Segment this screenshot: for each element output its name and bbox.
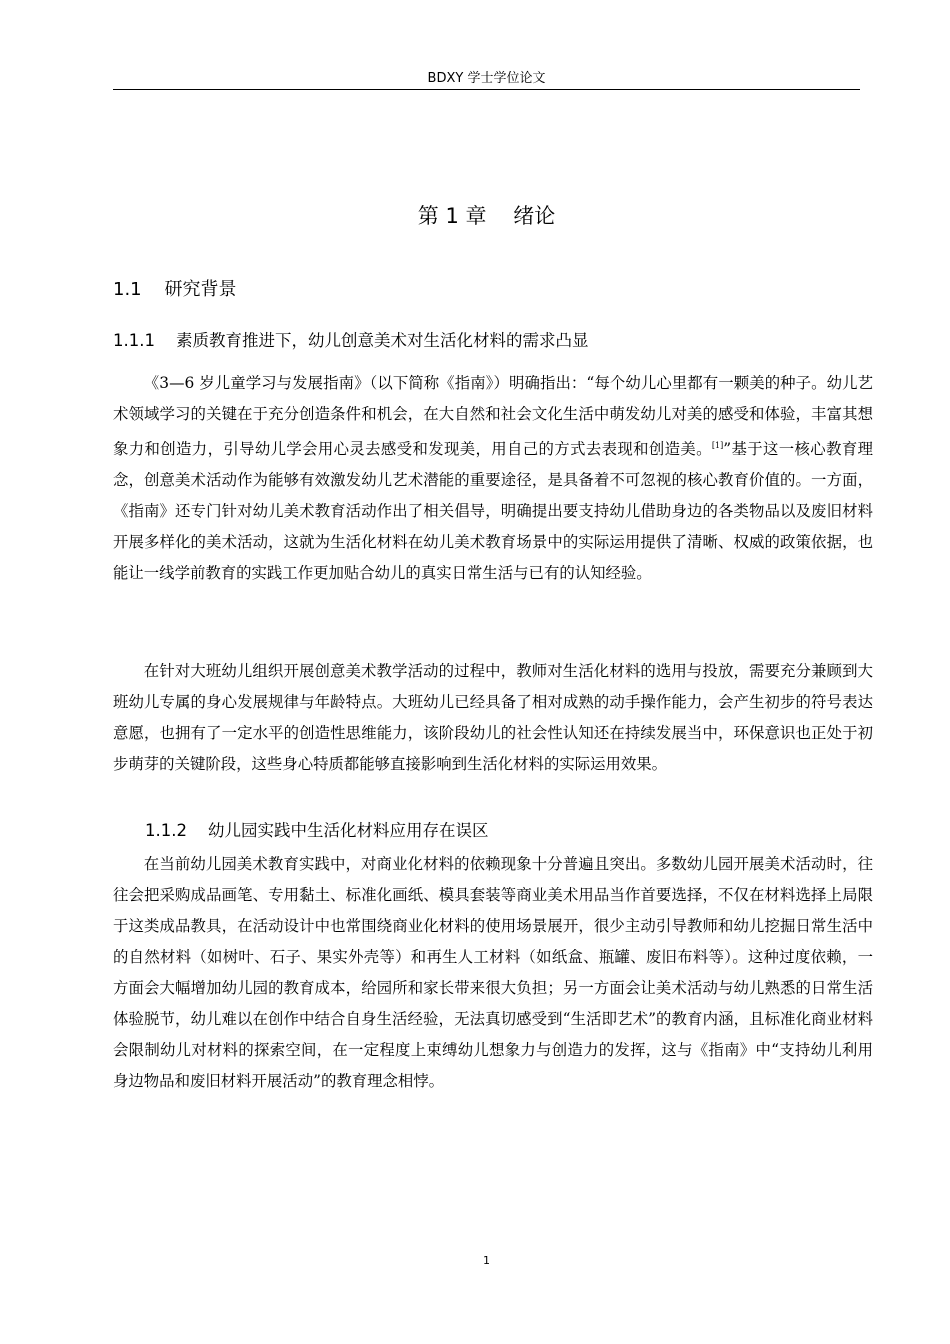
body-paragraph-1 [113,368,873,589]
subsection-heading-1: 1.1.1 素质教育推进下，幼儿创意美术对生活化材料的需求凸显 [113,331,589,350]
section-heading: 1.1 研究背景 [113,279,237,300]
paragraph-1-text-a: 《3—6 岁儿童学习与发展指南》（以下简称《指南》）明确指出：“每个幼儿心里都有一颗美的种子。幼儿艺术领域学习的关键在于充分创造条件和机会，在大自然和社会文化生活中萌发幼儿对美的感受和体验，丰富其想象力和创造力，引导幼儿学会用心灵去感受和发现美，用自己的方式去表现和创造美。 [113,374,873,458]
running-header: BDXY 学士学位论文 [427,71,546,86]
subsection-heading-2: 1.1.2 幼儿园实践中生活化材料应用存在误区 [145,821,489,840]
body-paragraph-2: 在针对大班幼儿组织开展创意美术教学活动的过程中，教师对生活化材料的选用与投放，需要充分兼顾到大班幼儿专属的身心发展规律与年龄特点。大班幼儿已经具备了相对成熟的动手操作能力，会产生初步的符号表达意愿，也拥有了一定水平的创造性思维能力，该阶段幼儿的社会性认知还在持续发展当中，环保意识也正处于初步萌芽的关键阶段，这些身心特质都能够直接影响到生活化材料的实际运用效果。 [113,662,873,773]
citation-marker: [1] [711,441,724,450]
body-paragraph-3: 在当前幼儿园美术教育实践中，对商业化材料的依赖现象十分普遍且突出。多数幼儿园开展美术活动时，往往会把采购成品画笔、专用黏土、标准化画纸、模具套装等商业美术用品当作首要选择，不仅在材料选择上局限于这类成品教具，在活动设计中也常围绕商业化材料的使用场景展开，很少主动引导教师和幼儿挖掘日常生活中的自然材料（如树叶、石子、果实外壳等）和再生人工材料（如纸盒、瓶罐、废旧布料等）。这种过度依赖，一方面会大幅增加幼儿园的教育成本，给园所和家长带来很大负担；另一方面会让美术活动与幼儿熟悉的日常生活体验脱节，幼儿难以在创作中结合自身生活经验，无法真切感受到“生活即艺术”的教育内涵，且标准化商业材料会限制幼儿对材料的探索空间，在一定程度上束缚幼儿想象力与创造力的发挥，这与《指南》中“支持幼儿利用身边物品和废旧材料开展活动”的教育理念相悖。 [113,855,873,1090]
page-number: 1 [483,1254,490,1267]
chapter-title: 第 1 章 绪论 [417,204,556,228]
paragraph-1-text-b: ”基于这一核心教育理念，创意美术活动作为能够有效激发幼儿艺术潜能的重要途径，是具备着不可忽视的核心教育价值的。一方面，《指南》还专门针对幼儿美术教育活动作出了相关倡导，明确提出要支持幼儿借助身边的各类物品以及废旧材料开展多样化的美术活动，这就为生活化材料在幼儿美术教育场景中的实际运用提供了清晰、权威的政策依据，也能让一线学前教育的实践工作更加贴合幼儿的真实日常生活与已有的认知经验。 [113,440,873,582]
header-rule [113,89,860,90]
